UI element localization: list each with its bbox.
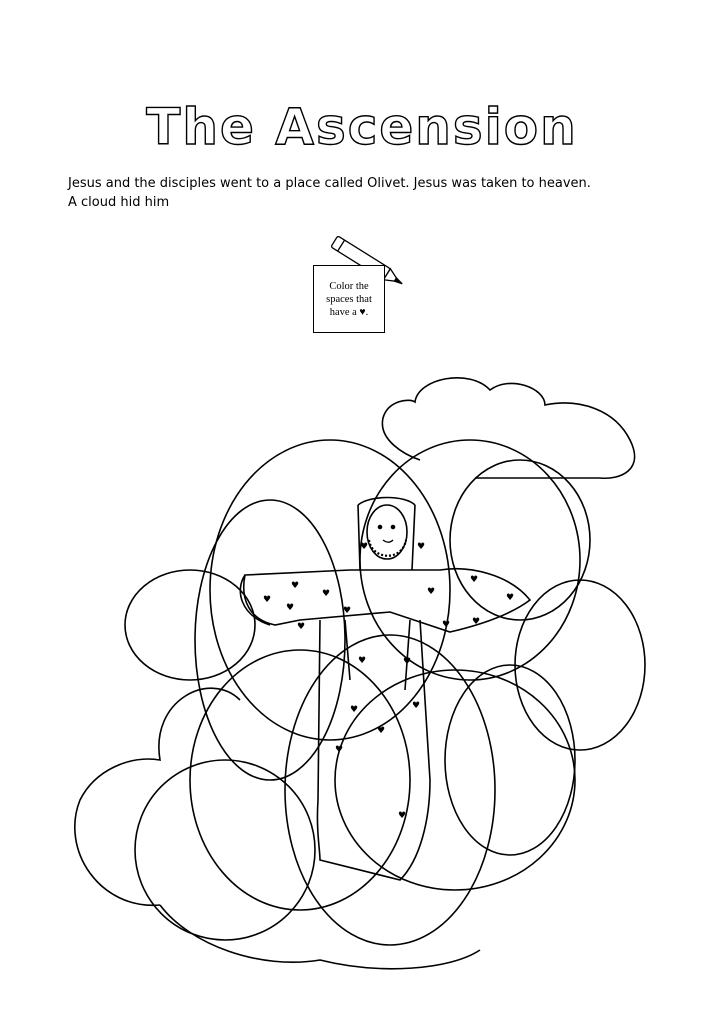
cloud-oval-11 (445, 665, 575, 855)
arms (244, 569, 530, 632)
svg-text:♥: ♥ (286, 603, 295, 613)
svg-text:♥: ♥ (403, 657, 412, 667)
svg-text:♥: ♥ (442, 620, 451, 630)
svg-text:♥: ♥ (377, 726, 386, 736)
instruction-line-3: have a ♥. (329, 307, 369, 318)
instruction-box (313, 265, 385, 333)
svg-text:♥: ♥ (343, 606, 352, 616)
svg-text:♥: ♥ (297, 622, 306, 632)
intro-line-1: Jesus and the disciples went to a place called Olivet. Jesus was taken to heaven. (68, 176, 591, 191)
cloud-oval-2 (360, 440, 580, 680)
svg-text:♥: ♥ (350, 705, 359, 715)
small-cloud (382, 378, 634, 478)
svg-text:♥: ♥ (335, 745, 344, 755)
jesus-face (369, 525, 406, 555)
svg-text:♥: ♥ (506, 593, 515, 603)
instruction-line-2: spaces that (326, 294, 372, 305)
cloud-bottom (160, 905, 480, 969)
cloud-oval-5 (515, 580, 645, 750)
svg-text:♥: ♥ (417, 542, 426, 552)
cloud-oval-10 (135, 760, 315, 940)
svg-text:♥: ♥ (360, 542, 369, 552)
svg-text:♥: ♥ (472, 617, 481, 627)
cloud-oval-3 (450, 460, 590, 620)
cloud-oval-4 (125, 570, 255, 680)
ascension-coloring-art (0, 360, 724, 1024)
svg-text:♥: ♥ (322, 589, 331, 599)
svg-text:♥: ♥ (427, 587, 436, 597)
svg-text:♥: ♥ (263, 595, 272, 605)
intro-text (68, 174, 668, 212)
intro-line-2: A cloud hid him (68, 195, 170, 210)
svg-text:♥: ♥ (470, 575, 479, 585)
svg-text:♥: ♥ (358, 656, 367, 666)
cloud-oval-7 (285, 635, 495, 945)
svg-text:♥: ♥ (291, 581, 300, 591)
heart-icon (263, 542, 514, 821)
cloud-oval-9 (335, 670, 575, 890)
instruction-line-1: Color the (329, 281, 369, 292)
svg-text:♥: ♥ (412, 701, 421, 711)
cloud-left-bottom (75, 688, 240, 905)
svg-text:♥: ♥ (398, 811, 407, 821)
page-title: The Ascension (146, 98, 578, 156)
